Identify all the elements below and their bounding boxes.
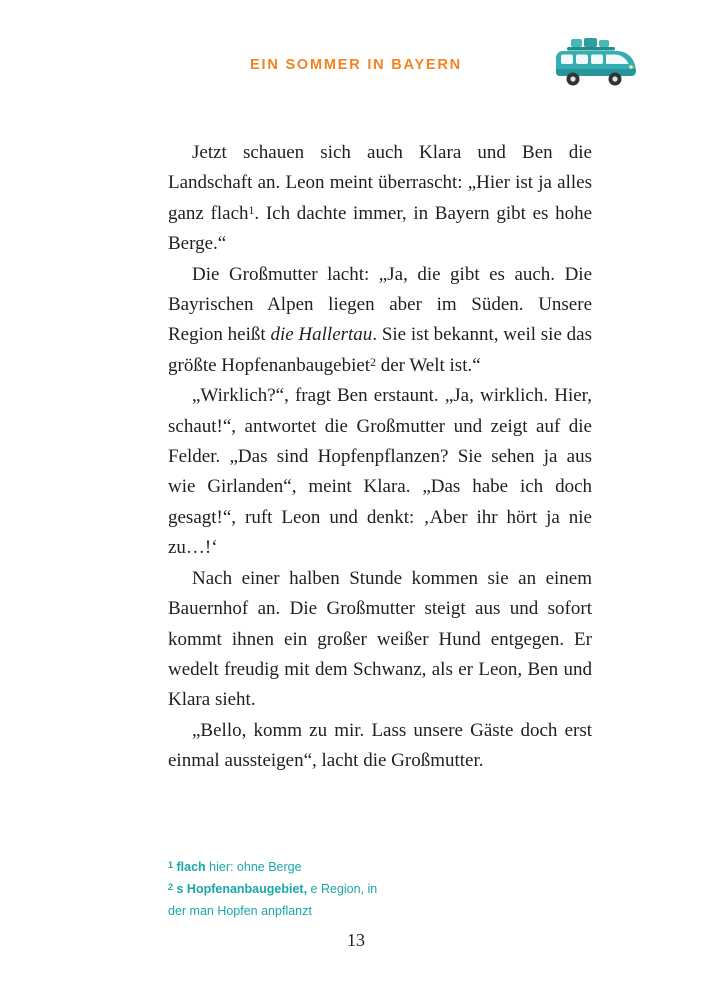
paragraph (168, 138, 592, 260)
text-segment: Die Großmutter lacht: „Ja, die gibt es auch. Die Bayrischen Alpen liegen aber im Süden. Unsere Region heißt (168, 263, 592, 346)
text-segment: 2 (370, 355, 376, 369)
footnotes (168, 856, 380, 922)
paragraph (168, 260, 592, 382)
text-segment: flach (173, 860, 206, 874)
text-segment: 1 (168, 859, 174, 870)
body-text (168, 138, 592, 777)
page-number: 13 (347, 930, 365, 950)
text-segment: . Ich dachte immer, in Bayern gibt es hohe Berge.“ (168, 202, 593, 255)
camper-van-icon (554, 38, 638, 88)
text-segment: 1 (248, 203, 255, 217)
text-segment: s Hopfenanbaugebiet, (173, 882, 308, 896)
text-segment: hier: ohne Berge (205, 860, 302, 874)
paragraph (168, 716, 592, 777)
footnote (168, 878, 380, 922)
text-segment: der Welt ist.“ (375, 354, 481, 376)
text-segment: die Hallertau (270, 324, 373, 346)
text-segment: e Region, in der man Hopfen anpflanzt (168, 882, 378, 918)
paragraph (168, 564, 592, 716)
paragraph (168, 381, 592, 563)
text-segment: „Wirklich?“, fragt Ben erstaunt. „Ja, wirklich. Hier, schaut!“, antwortet die Großmutter und zeigt auf die Felder. „Das sind Hopfenpflanzen? Sie sehen ja aus wie Girlanden“, meint Klara. „Das habe ich doch gesagt!“, ruft Leon und denkt: ‚Aber ihr hört ja nie zu…!‘ (168, 385, 592, 559)
page-title: EIN SOMMER IN BAYERN (250, 57, 462, 73)
text-segment: „Bello, komm zu mir. Lass unsere Gäste doch erst einmal aussteigen“, lacht die Großmutter. (168, 719, 592, 772)
text-segment: . Sie ist bekannt, weil sie das größte Hopfenanbaugebiet (168, 324, 592, 376)
text-segment: 2 (168, 881, 174, 892)
footnote (168, 856, 380, 878)
text-segment: Nach einer halben Stunde kommen sie an einem Bauernhof an. Die Großmutter steigt aus und sofort kommt ihnen ein großer weißer Hund entgegen. Er wedelt freudig mit dem Schwanz, als er Leon, Ben und Klara sieht. (168, 567, 592, 711)
text-segment: Jetzt schauen sich auch Klara und Ben die Landschaft an. Leon meint überrascht: „Hier ist ja alles ganz flach (168, 142, 592, 224)
bus-illustration (554, 38, 638, 88)
